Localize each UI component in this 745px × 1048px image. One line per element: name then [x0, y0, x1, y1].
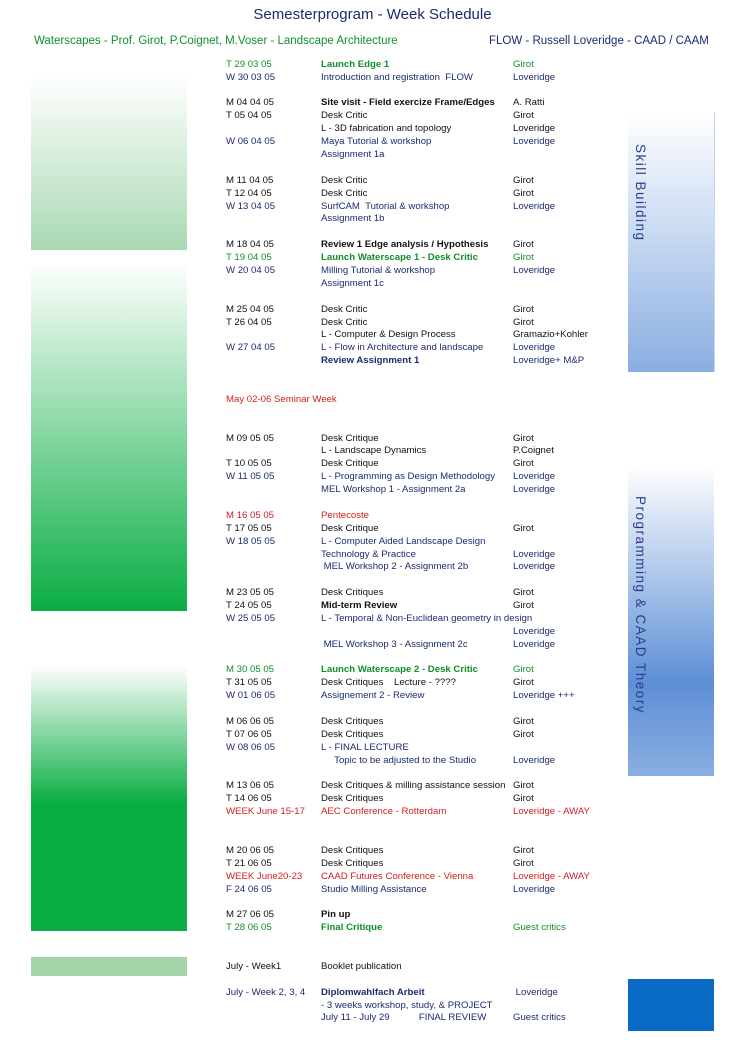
- row-activity: Pentecoste: [321, 510, 370, 521]
- row-activity: Desk Critique: [321, 458, 379, 469]
- row-person: Loveridge+ M&P: [513, 355, 585, 366]
- schedule-row: [0, 754, 745, 767]
- schedule-row: [0, 986, 745, 999]
- row-activity: Desk Critiques: [321, 587, 384, 598]
- row-person: Girot: [513, 59, 534, 70]
- row-activity: Desk Critique: [321, 523, 379, 534]
- row-activity: Launch Waterscape 1 - Desk Critic: [321, 252, 478, 263]
- row-person: Girot: [513, 664, 534, 675]
- row-person: Girot: [513, 716, 534, 727]
- schedule-row: [0, 883, 745, 896]
- row-person: Girot: [513, 523, 534, 534]
- schedule-row: [0, 148, 745, 161]
- row-date: T 21 06 05: [226, 858, 272, 869]
- row-activity: Desk Critiques: [321, 729, 384, 740]
- row-person: Loveridge: [513, 136, 556, 147]
- schedule-row: [0, 71, 745, 84]
- row-person: Loveridge: [513, 72, 556, 83]
- row-date: T 19 04 05: [226, 252, 272, 263]
- row-activity: MEL Workshop 2 - Assignment 2b: [321, 561, 469, 572]
- row-person: Girot: [513, 175, 534, 186]
- row-person: Loveridge: [513, 987, 558, 998]
- schedule-row: [0, 715, 745, 728]
- row-date: F 24 06 05: [226, 884, 272, 895]
- row-date: M 04 04 05: [226, 97, 275, 108]
- row-activity: Desk Critiques & milling assistance session: [321, 780, 506, 791]
- schedule-row: [0, 779, 745, 792]
- row-date: WEEK June20-23: [226, 871, 303, 882]
- row-date: M 27 06 05: [226, 909, 275, 920]
- schedule-row: [0, 522, 745, 535]
- row-activity: L - 3D fabrication and topology: [321, 123, 452, 134]
- row-activity: Desk Critique: [321, 433, 379, 444]
- schedule-row: [0, 303, 745, 316]
- schedule-row: [0, 251, 745, 264]
- row-activity: Assignement 2 - Review: [321, 690, 425, 701]
- row-activity: Launch Waterscape 2 - Desk Critic: [321, 664, 478, 675]
- row-person: Girot: [513, 239, 534, 250]
- row-activity: Desk Critiques Lecture - ????: [321, 677, 456, 688]
- row-person: Loveridge - AWAY: [513, 871, 590, 882]
- row-date: July - Week1: [226, 961, 282, 972]
- row-date: W 11 05 05: [226, 471, 275, 482]
- schedule-row: [0, 599, 745, 612]
- row-person: Girot: [513, 793, 534, 804]
- row-activity: Assignment 1b: [321, 213, 385, 224]
- page-title: Semesterprogram - Week Schedule: [253, 6, 492, 23]
- row-person: Loveridge: [513, 561, 556, 572]
- row-activity: L - FINAL LECTURE: [321, 742, 409, 753]
- row-date: T 07 06 05: [226, 729, 272, 740]
- schedule-row: [0, 689, 745, 702]
- schedule-row: [0, 535, 745, 548]
- schedule-row: [0, 741, 745, 754]
- schedule-row: [0, 212, 745, 225]
- schedule-row: [0, 135, 745, 148]
- row-activity: L - Computer Aided Landscape Design: [321, 536, 486, 547]
- row-person: Girot: [513, 729, 534, 740]
- schedule-row: [0, 676, 745, 689]
- row-activity: Desk Critiques: [321, 716, 384, 727]
- schedule-row: [0, 509, 745, 522]
- row-activity: MEL Workshop 1 - Assignment 2a: [321, 484, 466, 495]
- row-activity: Milling Tutorial & workshop: [321, 265, 436, 276]
- flow-subtitle: FLOW - Russell Loveridge - CAAD / CAAM: [489, 35, 709, 47]
- row-date: T 17 05 05: [226, 523, 272, 534]
- row-activity: L - Computer & Design Process: [321, 329, 456, 340]
- row-activity: Desk Critic: [321, 110, 368, 121]
- row-date: M 23 05 05: [226, 587, 275, 598]
- row-person: Girot: [513, 858, 534, 869]
- row-activity: Review 1 Edge analysis / Hypothesis: [321, 239, 489, 250]
- row-date: W 06 04 05: [226, 136, 276, 147]
- row-activity: Desk Critic: [321, 317, 368, 328]
- row-activity: L - Landscape Dynamics: [321, 445, 427, 456]
- row-date: T 05 04 05: [226, 110, 272, 121]
- row-date: W 18 05 05: [226, 536, 276, 547]
- row-activity: Assignment 1a: [321, 149, 385, 160]
- schedule-row: [0, 277, 745, 290]
- row-activity: Site visit - Field exercize Frame/Edges: [321, 97, 495, 108]
- schedule-row: [0, 612, 745, 625]
- schedule-row: [0, 960, 745, 973]
- row-activity: Desk Critiques: [321, 793, 384, 804]
- schedule-row: [0, 870, 745, 883]
- row-activity: Desk Critiques: [321, 858, 384, 869]
- row-date: T 24 05 05: [226, 600, 272, 611]
- schedule-row: [0, 844, 745, 857]
- row-date: T 14 06 05: [226, 793, 272, 804]
- row-activity: Studio Milling Assistance: [321, 884, 427, 895]
- row-date: W 25 05 05: [226, 613, 276, 624]
- row-person: Loveridge: [513, 123, 556, 134]
- row-person: Loveridge: [513, 884, 556, 895]
- schedule-row: [0, 625, 745, 638]
- row-date: M 11 04 05: [226, 175, 274, 186]
- schedule-row: [0, 122, 745, 135]
- row-person: Girot: [513, 780, 534, 791]
- row-activity: July 11 - July 29 FINAL REVIEW: [321, 1012, 487, 1023]
- row-person: Loveridge: [513, 639, 556, 650]
- row-person: Girot: [513, 587, 534, 598]
- row-person: Loveridge: [513, 342, 556, 353]
- schedule-row: [0, 328, 745, 341]
- schedule-row: [0, 728, 745, 741]
- row-activity: L - Temporal & Non-Euclidean geometry in design: [321, 613, 533, 624]
- row-activity: Mid-term Review: [321, 600, 398, 611]
- row-activity: Pin up: [321, 909, 351, 920]
- row-date: M 20 06 05: [226, 845, 275, 856]
- row-person: Loveridge: [513, 484, 556, 495]
- row-person: Loveridge: [513, 201, 556, 212]
- schedule-row: [0, 470, 745, 483]
- row-date: M 25 04 05: [226, 304, 275, 315]
- row-person: Loveridge: [513, 265, 556, 276]
- row-person: Loveridge +++: [513, 690, 575, 701]
- row-activity: AEC Conference - Rotterdam: [321, 806, 447, 817]
- row-person: Guest critics: [513, 1012, 566, 1023]
- schedule-row: [0, 354, 745, 367]
- row-person: A. Ratti: [513, 97, 545, 108]
- row-person: Girot: [513, 677, 534, 688]
- schedule-row: [0, 857, 745, 870]
- programming-theory-label: Programming & CAAD Theory: [633, 496, 648, 715]
- row-date: W 20 04 05: [226, 265, 276, 276]
- schedule-row: [0, 586, 745, 599]
- row-person: Loveridge: [513, 549, 556, 560]
- row-activity: Launch Edge 1: [321, 59, 390, 70]
- row-activity: MEL Workshop 3 - Assignment 2c: [321, 639, 468, 650]
- schedule-row: [0, 921, 745, 934]
- schedule-row: [0, 1011, 745, 1024]
- row-date: W 27 04 05: [226, 342, 276, 353]
- row-date: M 30 05 05: [226, 664, 275, 675]
- row-date: July - Week 2, 3, 4: [226, 987, 306, 998]
- row-activity: Technology & Practice: [321, 549, 416, 560]
- row-date: May 02-06 Seminar Week: [226, 394, 337, 405]
- row-date: T 12 04 05: [226, 188, 272, 199]
- row-date: W 08 06 05: [226, 742, 276, 753]
- row-date: M 06 06 05: [226, 716, 275, 727]
- row-person: Girot: [513, 845, 534, 856]
- row-activity: - 3 weeks workshop, study, & PROJECT: [321, 1000, 493, 1011]
- schedule-row: [0, 96, 745, 109]
- schedule-row: [0, 483, 745, 496]
- row-person: Girot: [513, 458, 534, 469]
- schedule-row: [0, 341, 745, 354]
- row-date: T 29 03 05: [226, 59, 272, 70]
- row-person: Guest critics: [513, 922, 566, 933]
- row-person: Girot: [513, 188, 534, 199]
- row-activity: SurfCAM Tutorial & workshop: [321, 201, 450, 212]
- schedule-row: [0, 238, 745, 251]
- row-person: Girot: [513, 110, 534, 121]
- row-activity: Maya Tutorial & workshop: [321, 136, 432, 147]
- course-subtitle: Waterscapes - Prof. Girot, P.Coignet, M.Voser - Landscape Architecture: [34, 35, 398, 47]
- row-activity: Booklet publication: [321, 961, 402, 972]
- row-date: M 16 05 05: [226, 510, 275, 521]
- schedule-row: [0, 805, 745, 818]
- row-date: M 09 05 05: [226, 433, 275, 444]
- row-activity: Desk Critic: [321, 304, 368, 315]
- schedule-row: [0, 264, 745, 277]
- schedule-row: [0, 174, 745, 187]
- row-person: Girot: [513, 433, 534, 444]
- schedule-row: [0, 109, 745, 122]
- row-person: Girot: [513, 304, 534, 315]
- schedule-row: [0, 908, 745, 921]
- row-person: Girot: [513, 252, 534, 263]
- schedule-row: [0, 560, 745, 573]
- row-activity: Final Critique: [321, 922, 383, 933]
- skill-building-label: Skill Building: [633, 144, 648, 242]
- schedule-row: [0, 187, 745, 200]
- row-activity: Assignment 1c: [321, 278, 384, 289]
- row-date: W 13 04 05: [226, 201, 276, 212]
- schedule-row: [0, 393, 745, 406]
- row-person: Loveridge: [513, 755, 556, 766]
- row-date: W 01 06 05: [226, 690, 276, 701]
- row-activity: Diplomwahlfach Arbeit: [321, 987, 425, 998]
- row-activity: Desk Critic: [321, 188, 368, 199]
- row-activity: CAAD Futures Conference - Vienna: [321, 871, 474, 882]
- row-activity: Desk Critiques: [321, 845, 384, 856]
- schedule-row: [0, 663, 745, 676]
- row-date: T 31 05 05: [226, 677, 272, 688]
- row-activity: Introduction and registration FLOW: [321, 72, 473, 83]
- row-person: Girot: [513, 600, 534, 611]
- schedule-row: [0, 457, 745, 470]
- row-person: Girot: [513, 317, 534, 328]
- schedule-row: [0, 792, 745, 805]
- row-date: WEEK June 15-17: [226, 806, 305, 817]
- schedule-row: [0, 58, 745, 71]
- row-person: Gramazio+Kohler: [513, 329, 588, 340]
- schedule-row: [0, 638, 745, 651]
- row-person: Loveridge: [513, 471, 556, 482]
- row-activity: Desk Critic: [321, 175, 368, 186]
- schedule-row: [0, 444, 745, 457]
- row-date: M 18 04 05: [226, 239, 275, 250]
- row-activity: L - Programming as Design Methodology: [321, 471, 496, 482]
- row-activity: L - Flow in Architecture and landscape: [321, 342, 484, 353]
- row-person: Loveridge - AWAY: [513, 806, 590, 817]
- row-person: Loveridge: [513, 626, 556, 637]
- row-activity: Review Assignment 1: [321, 355, 420, 366]
- row-date: T 10 05 05: [226, 458, 272, 469]
- row-date: W 30 03 05: [226, 72, 276, 83]
- row-date: T 28 06 05: [226, 922, 272, 933]
- row-person: P.Coignet: [513, 445, 554, 456]
- row-activity: Topic to be adjusted to the Studio: [321, 755, 477, 766]
- row-date: M 13 06 05: [226, 780, 275, 791]
- row-date: T 26 04 05: [226, 317, 272, 328]
